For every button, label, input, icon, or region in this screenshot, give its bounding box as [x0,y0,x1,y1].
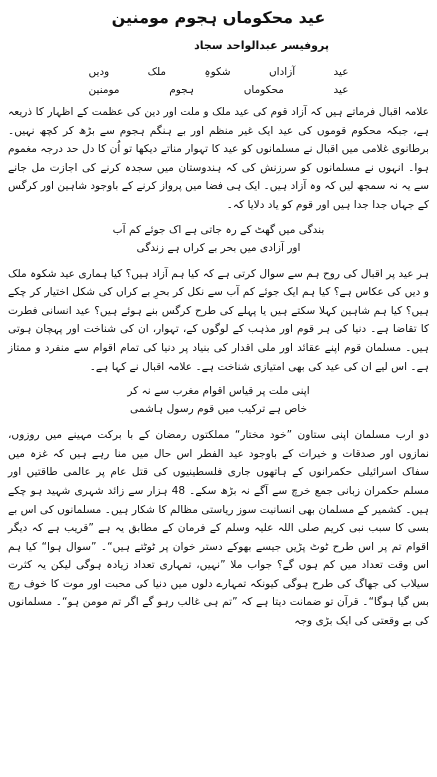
couplet-word: عید [333,84,349,96]
couplet-word: ودیں [88,66,110,78]
article-title: عید محکوماں ہجوم مومنین [111,8,326,27]
couplet-line-1 [69,63,369,81]
quote-line: اور آزادی میں بحر بے کراں ہے زندگی [136,241,301,254]
article-author: پروفیسر عبدالواحد سجاد [194,39,329,52]
couplet-word: محکوماں [243,84,284,96]
couplet-word: شکوہِ [204,66,231,78]
quote-couplet-1 [8,221,429,257]
couplet-word: آزاداں [268,66,296,78]
quote-couplet-2 [8,382,429,418]
quote-line: اپنی ملت پر قیاس اقوام مغرب سے نہ کر [127,385,310,398]
couplet-line-2 [69,81,369,99]
couplet-word: مومنین [88,84,120,96]
paragraph-1: علامہ اقبال فرماتے ہیں کہ آزاد قوم کی عید ملک و ملت اور دین کی عظمت کے اظہار کا ذریعہ ہے، جبکہ محکوم قوموں کی عید ایک غیر منظم اور بے ہنگم ہجوم سے بڑھ کر کچھ نہیں۔ برطانوی غلامی میں اقبال نے مسلمانوں کو عید کا تہوار مناتے دیکھا تو اُن کا دل حد درجہ مغموم ہوا۔ انہوں نے مسلمانوں کو سرزنش کی کہ ہندوستان میں سجدہ کرنے کی اجازت مل جانے سے یہ نہ سمجھ لیں کہ وہ آزاد ہیں۔ ایک ہی فضا میں پرواز کرنے کے باوجود شاہین اور کرگس کے جہاں جدا جدا ہیں اور قوم کو یاد دلایا کہ۔ [8,106,429,211]
couplet-word: ملک [147,66,167,78]
couplet-word: عید [333,66,349,78]
opening-couplet [69,63,369,99]
quote-line: خاص ہے ترکیب میں قوم رسول ہاشمی [129,403,308,416]
quote-line: بندگی میں گھٹ کے رہ جاتی ہے اک جوئے کم آب [112,223,325,236]
paragraph-2: ہر عید پر اقبال کی روح ہم سے سوال کرتی ہے کہ کیا ہم آزاد ہیں؟ کیا ہماری عید شکوہ ملک و دیں کی عکاس ہے؟ کیا ہم ایک جوئے کم آب سے نکل کر بحرِ بے کراں کی شکل اختیار کر چکے ہیں؟ کیا ہم شاہین کہلا سکتے ہیں یا پہلے کی طرح کرگس بنے ہوئے ہیں؟ عید انسانی فطرت کا تقاضا ہے۔ دنیا کی ہر قوم اور مذہب کے لوگوں کے، تہوار، ان کی شناخت اور پہچان ہوتی ہیں۔ مسلمان قوم اپنے عقائد اور ملی اقدار کی بنیاد پر دنیا کی تمام اقوام سے منفرد و ممتاز ہے۔ اس لیے ان کی عید کی بھی امتیازی شناخت ہے۔ علامہ اقبال نے کہا ہے۔ [8,267,429,373]
couplet-word: ہجوم [169,84,195,96]
paragraph-3: دو ارب مسلمان اپنی ستاون ”خود مختار“ مملکتوں رمضان کے با برکت مہینے میں روزوں، نمازوں اور صدقات و خیرات کے باوجود عید الفطر اس حال میں منا رہے ہیں کہ غزہ میں سفاک اسرائیلی حکمرانوں کے ہاتھوں جاری فلسطینیوں کی قتل عام پر عالمی طاقتیں اور مسلم حکمران زبانی جمع خرچ سے آگے نہ بڑھ سکے۔ 48 ہزار سے زائد شہری شہید ہو چکے ہیں۔ کشمیر کے مسلمان بھی انسانیت سوز ریاستی مظالم کا شکار ہیں۔ مسلمانوں کی اس بے بسی کا سبب نبی کریم صلی اللہ علیہ وسلم کے فرمان کے مطابق یہ ہے ”قریب ہے کہ دیگر اقوام تم پر اس طرح ٹوٹ پڑیں جیسے بھوکے دستر خوان پر ٹوٹتے ہیں“۔ ”سوال ہوا“ کیا ہم اس وقت تعداد میں کم ہوں گے؟ جواب ملا ”نہیں، تمہاری تعداد زیادہ ہوگی لیکن یہ کثرت سیلاب کی جھاگ کی طرح ہوگی کیونکہ تمہارے دلوں میں دنیا کی محبت اور موت کا خوف رچ بس گیا ہوگا“۔ قرآن تو ضمانت دیتا ہے کہ ”تم ہی غالب رہو گے اگر تم مومن ہو“۔ مسلمانوں کی بے وقعتی کی ایک بڑی وجہ [8,429,429,628]
